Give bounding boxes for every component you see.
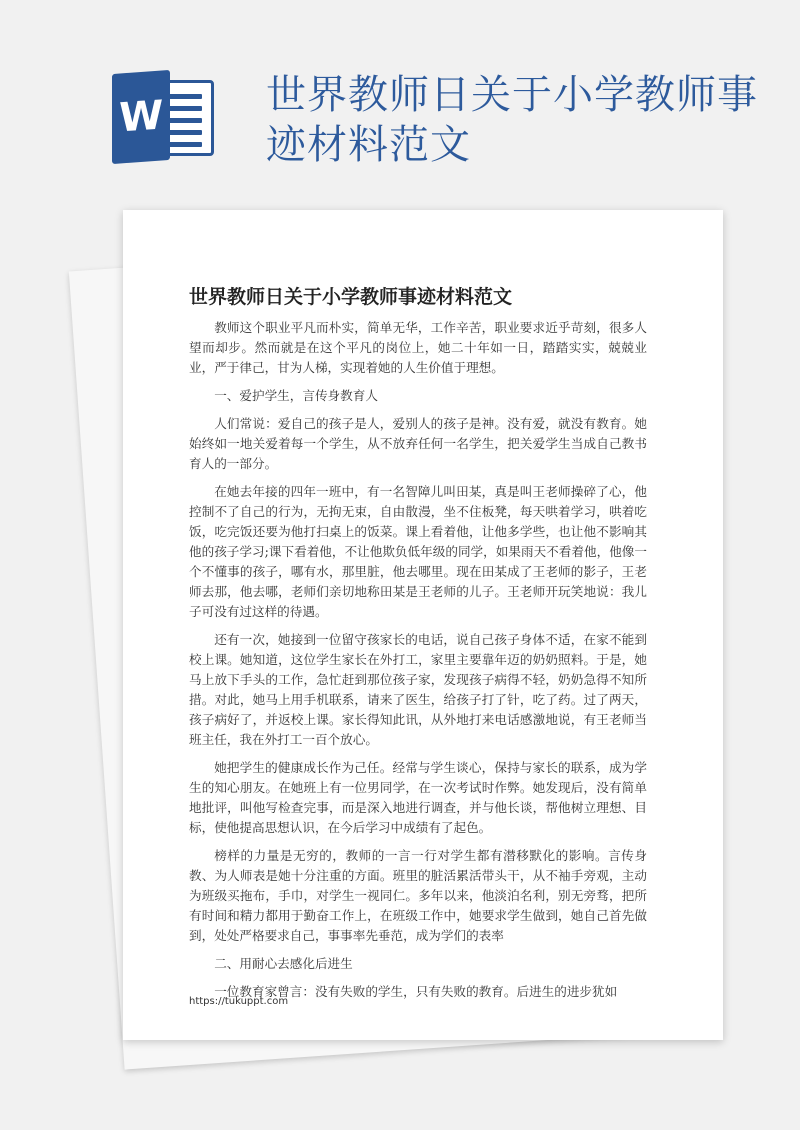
document-body [189, 318, 647, 1010]
paragraph: 教师这个职业平凡而朴实，简单无华，工作辛苦，职业要求近乎苛刻，很多人望而却步。然而就是在这个平凡的岗位上，她二十年如一日，踏踏实实，兢兢业业，严于律己，甘为人梯，实现着她的人生价值于理想。 [189, 320, 647, 375]
header-banner [0, 0, 800, 210]
paragraph: 在她去年接的四年一班中，有一名智障儿叫田某，真是叫王老师操碎了心，他控制不了自己的行为，无拘无束，自由散漫，坐不住板凳，每天哄着学习，哄着吃饭，吃完饭还要为他打扫桌上的饭菜。课上看着他，让他多学些，也让他不影响其他的孩子学习;课下看着他，不让他欺负低年级的同学，如果雨天不看着他，他像一个不懂事的孩子，哪有水，那里脏，他去哪里。现在田某成了王老师的影子，王老师去那，他去哪，老师们亲切地称田某是王老师的儿子。王老师开玩笑地说：我儿子可没有过这样的待遇。 [189, 484, 647, 619]
section-heading: 一、爱护学生，言传身教育人 [214, 388, 378, 403]
paragraph: 一位教育家曾言：没有失败的学生，只有失败的教育。后进生的进步犹如 [214, 984, 618, 999]
document-title: 世界教师日关于小学教师事迹材料范文 [189, 286, 513, 308]
paragraph: 她把学生的健康成长作为己任。经常与学生谈心，保持与家长的联系，成为学生的知心朋友。在她班上有一位男同学，在一次考试时作弊。她发现后，没有简单地批评，叫他写检查完事，而是深入地进行调查，并与他长谈，帮他树立理想、目标，使他提高思想认识，在今后学习中成绩有了起色。 [189, 760, 647, 835]
section-heading: 二、用耐心去感化后进生 [214, 956, 353, 971]
word-document-icon [112, 72, 214, 162]
source-url[interactable]: https://tukuppt.com [189, 996, 289, 1007]
paragraph: 榜样的力量是无穷的，教师的一言一行对学生都有潜移默化的影响。言传身教、为人师表是她十分注重的方面。班里的脏活累活带头干，从不袖手旁观，主动为班级买拖布，手巾，对学生一视同仁。多年以来，他淡泊名利，别无旁骛，把所有时间和精力都用于勤奋工作上，在班级工作中，她要求学生做到，她自己首先做到，处处严格要求自己，事事率先垂范，成为学们的表率 [189, 848, 647, 943]
word-letter-badge: W [112, 70, 170, 164]
document-page [123, 210, 723, 1040]
paragraph: 人们常说：爱自己的孩子是人，爱别人的孩子是神。没有爱，就没有教育。她始终如一地关爱着每一个学生，从不放弃任何一名学生，把关爱学生当成自己教书育人的一部分。 [189, 416, 647, 471]
paragraph: 还有一次，她接到一位留守孩家长的电话，说自己孩子身体不适，在家不能到校上课。她知道，这位学生家长在外打工，家里主要靠年迈的奶奶照料。于是，她马上放下手头的工作，急忙赶到那位孩子家，发现孩子病得不轻，奶奶急得不知所措。对此，她马上用手机联系，请来了医生，给孩子打了针，吃了药。过了两天，孩子病好了，并返校上课。家长得知此讯，从外地打来电话感激地说，有王老师当班主任，我在外打工一百个放心。 [189, 632, 647, 747]
banner-title: 世界教师日关于小学教师事迹材料范文 [266, 72, 758, 168]
